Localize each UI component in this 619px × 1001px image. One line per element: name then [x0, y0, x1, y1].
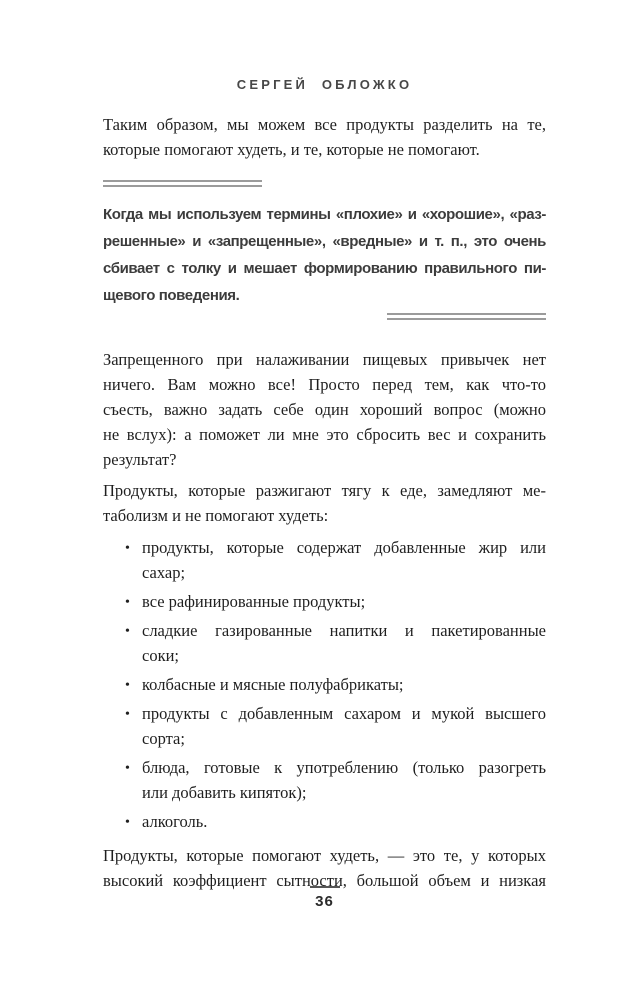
quote-line: сбивает с толку и мешает формированию правильного пи-: [103, 260, 546, 277]
text-line: Запрещенного при налаживании пищевых привычек нет: [103, 350, 546, 369]
list-item: [103, 535, 546, 585]
quote-line: решенные» и «запрещенные», «вредные» и т. п., это очень: [103, 233, 546, 250]
text-line: не вслух): а поможет ли мне это сбросить вес и сохранить: [103, 425, 546, 444]
footer-rule: [310, 886, 340, 888]
text-line: все рафинированные продукты;: [142, 592, 366, 611]
page-number: 36: [315, 893, 334, 910]
paragraph-forbidden: [103, 347, 546, 472]
bullet-icon: •: [125, 761, 130, 776]
text-column: [103, 0, 546, 893]
text-line: сахар;: [142, 563, 186, 582]
text-line: ничего. Вам можно все! Просто перед тем, как что-то: [103, 375, 546, 394]
text-line: высокий коэффициент сытности, большой объем и низкая: [103, 871, 546, 890]
text-line: Таким образом, мы можем все продукты разделить на те,: [103, 115, 546, 134]
text-line: продукты с добавленным сахаром и мукой высшего: [142, 704, 546, 723]
list-item: [103, 809, 546, 834]
text-line: которые помогают худеть, и те, которые не помогают.: [103, 140, 480, 159]
quote-top-rule: [103, 180, 262, 187]
list-item: [103, 618, 546, 668]
bullet-icon: •: [125, 624, 130, 639]
bad-products-list: [103, 535, 546, 834]
bullet-icon: •: [125, 678, 130, 693]
text-line: Продукты, которые разжигают тягу к еде, замедляют ме-: [103, 481, 546, 500]
bullet-icon: •: [125, 595, 130, 610]
quote-block: [103, 201, 546, 309]
text-line: или добавить кипяток);: [142, 783, 307, 802]
list-item: [103, 701, 546, 751]
bullet-icon: •: [125, 541, 130, 556]
bullet-icon: •: [125, 707, 130, 722]
list-item: [103, 672, 546, 697]
text-line: сладкие газированные напитки и пакетированные: [142, 621, 546, 640]
text-line: алкоголь.: [142, 812, 208, 831]
text-line: сорта;: [142, 729, 185, 748]
text-line: колбасные и мясные полуфабрикаты;: [142, 675, 404, 694]
text-line: съесть, важно задать себе один хороший вопрос (можно: [103, 400, 546, 419]
quote-line: щевого поведения.: [103, 287, 240, 304]
text-line: блюда, готовые к употреблению (только разогреть: [142, 758, 546, 777]
bullet-icon: •: [125, 815, 130, 830]
text-line: соки;: [142, 646, 180, 665]
text-line: таболизм и не помогают худеть:: [103, 506, 329, 525]
text-line: Продукты, которые помогают худеть, — это те, у которых: [103, 846, 546, 865]
paragraph-intro: [103, 112, 546, 162]
list-item: [103, 589, 546, 614]
page-footer: [103, 886, 546, 910]
list-item: [103, 755, 546, 805]
quote-line: Когда мы используем термины «плохие» и «хорошие», «раз-: [103, 206, 546, 223]
text-line: результат?: [103, 450, 177, 469]
text-line: продукты, которые содержат добавленные жир или: [142, 538, 546, 557]
paragraph-bad-products-intro: [103, 478, 546, 528]
quote-bottom-rule: [387, 313, 546, 320]
running-header-author: СЕРГЕЙ ОБЛОЖКО: [236, 77, 413, 92]
